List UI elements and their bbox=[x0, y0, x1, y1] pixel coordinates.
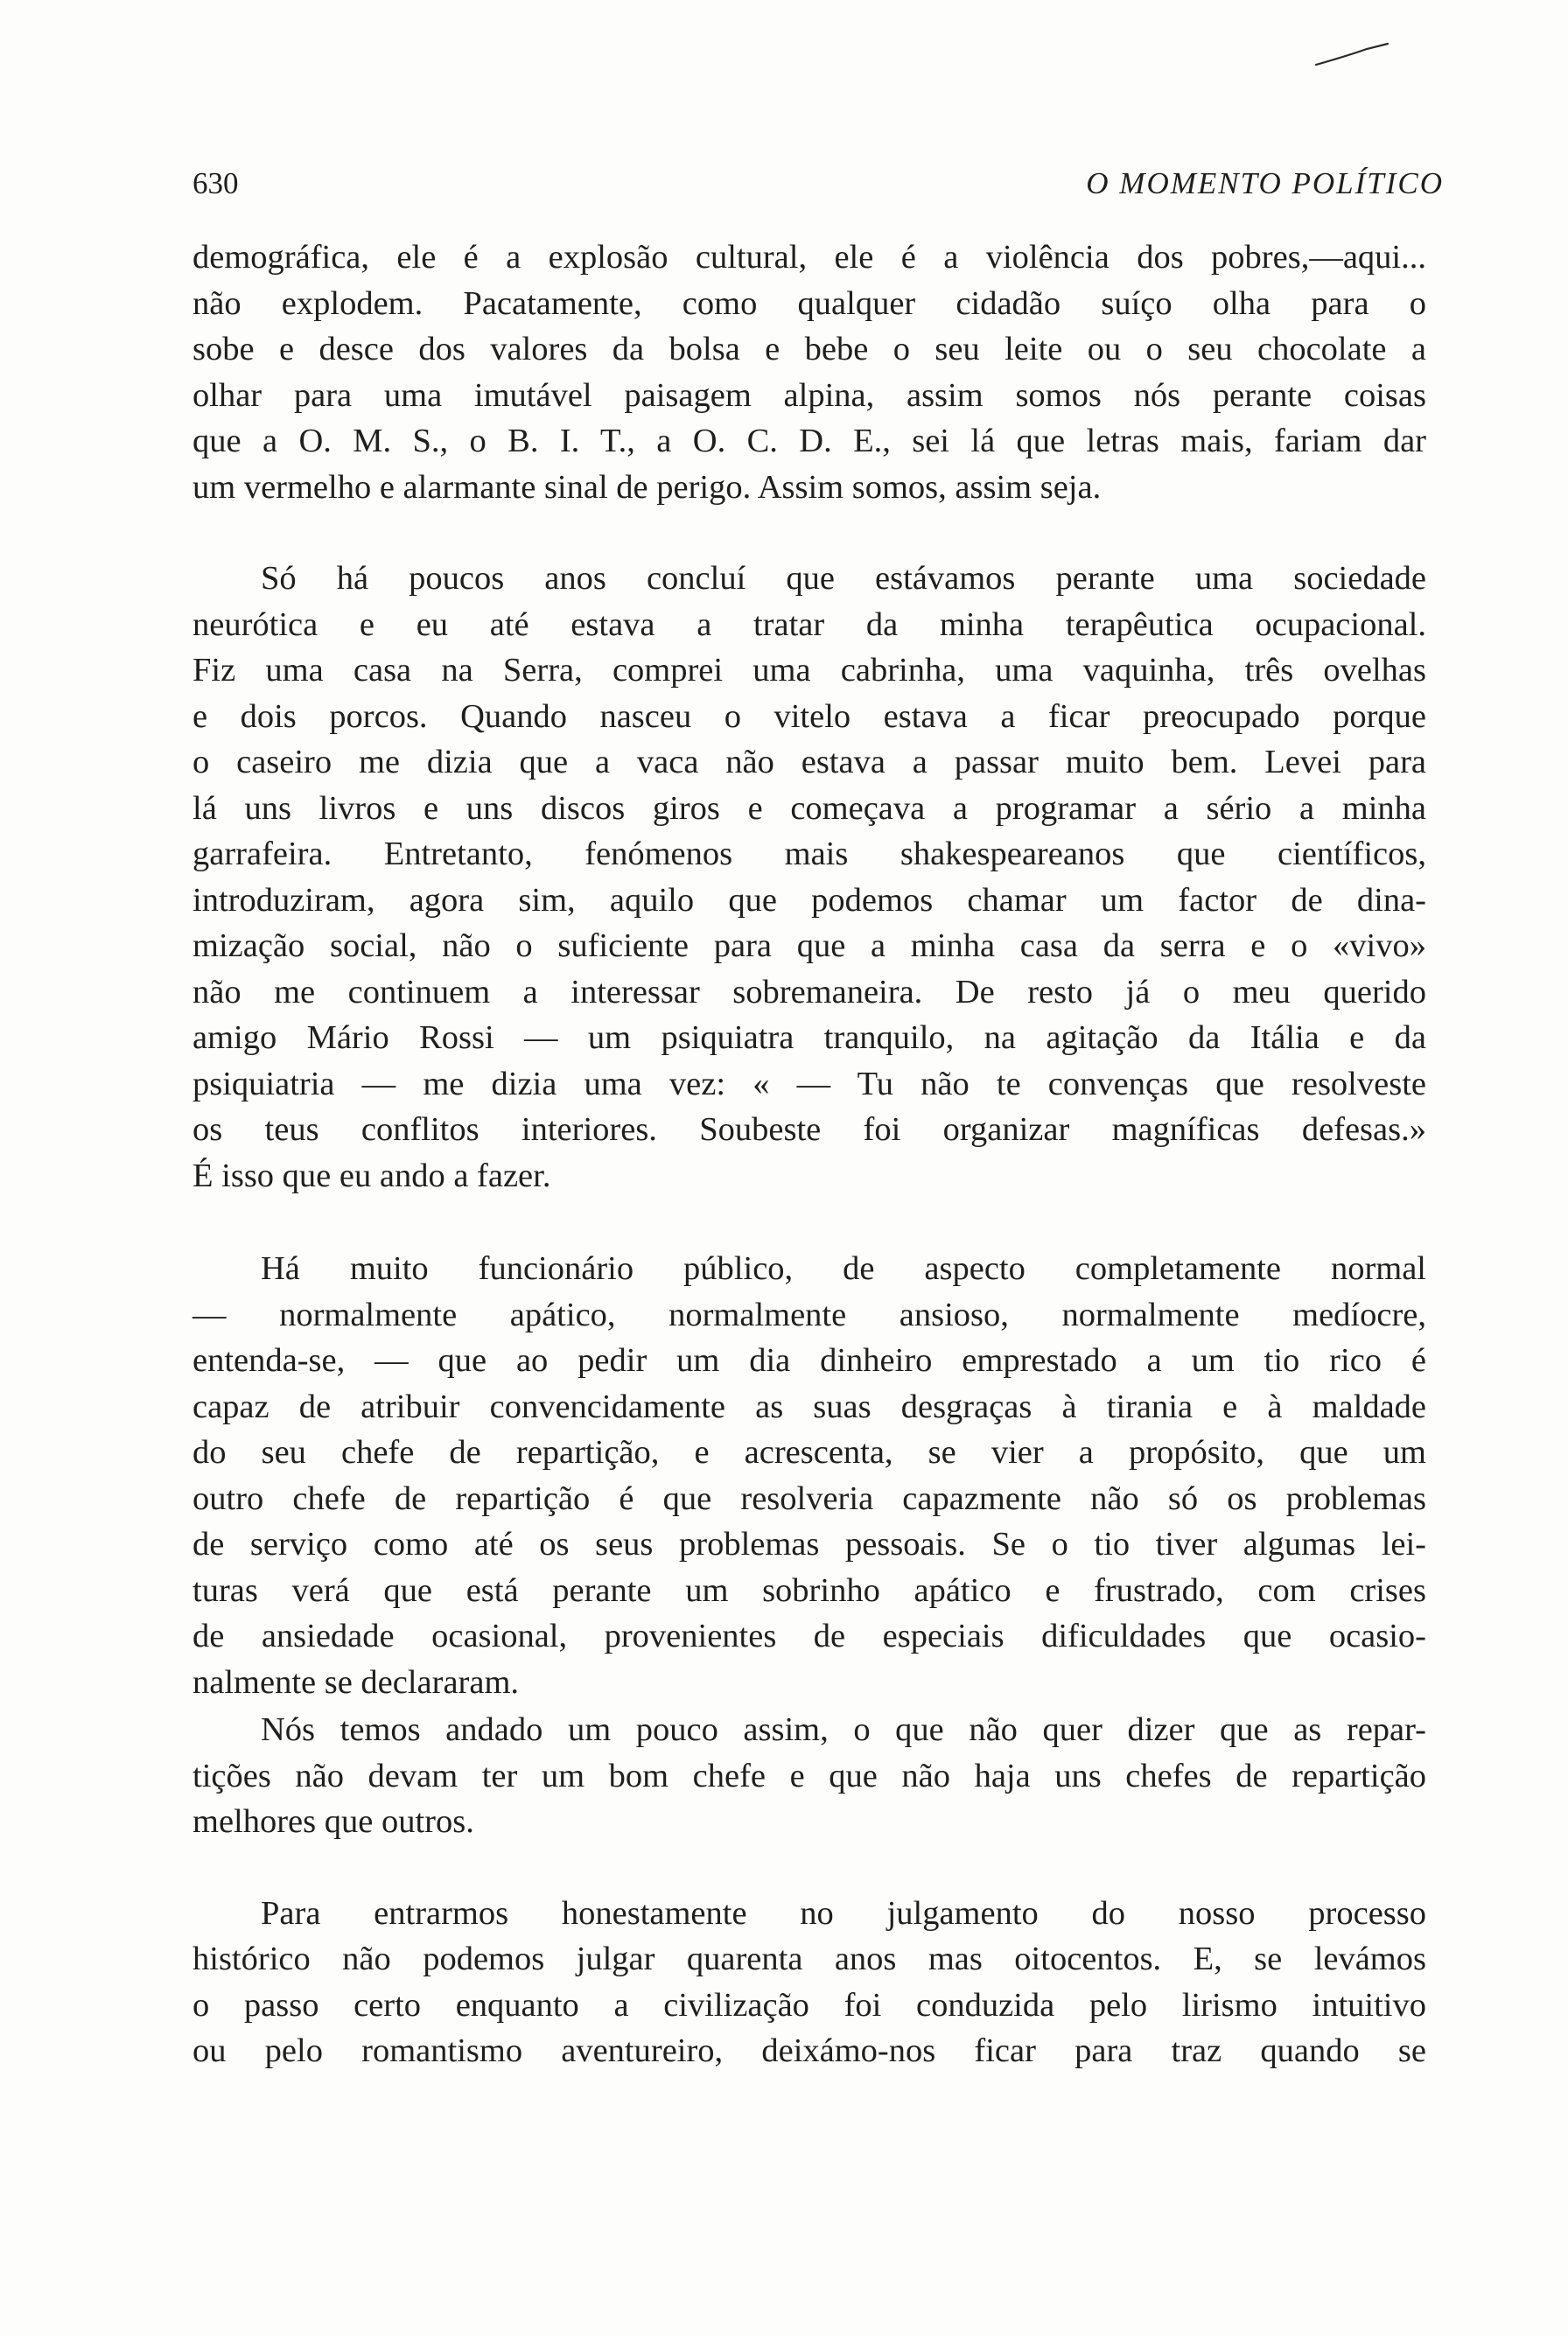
text-line: olhar para uma imutável paisagem alpina, assim somos nós perante coisas bbox=[192, 376, 1426, 414]
text-line: psiquiatria — me dizia uma vez: « — Tu não te convenças que resolveste bbox=[192, 1065, 1426, 1102]
pen-mark bbox=[1312, 42, 1391, 68]
text-line: que a O. M. S., o B. I. T., a O. C. D. E., sei lá que letras mais, fariam dar bbox=[192, 423, 1426, 459]
text-line: um vermelho e alarmante sinal de perigo. Assim somos, assim seja. bbox=[192, 468, 1102, 506]
text-line: o passo certo enquanto a civilização foi conduzida pelo lirismo intuitivo bbox=[192, 1986, 1426, 2024]
text-line: não explodem. Pacatamente, como qualquer cidadão suíço olha para o bbox=[192, 284, 1426, 322]
text-line: turas verá que está perante um sobrinho apático e frustrado, com crises bbox=[192, 1571, 1426, 1609]
text-line: amigo Mário Rossi — um psiquiatra tranquilo, na agitação da Itália e da bbox=[192, 1019, 1426, 1056]
paragraph-3 bbox=[192, 1246, 1426, 1705]
text-line: do seu chefe de repartição, e acrescenta, se vier a propósito, que um bbox=[192, 1434, 1426, 1471]
paragraph-4 bbox=[192, 1707, 1426, 1845]
text-line: não me continuem a interessar sobremaneira. De resto já o meu querido bbox=[192, 973, 1426, 1011]
text-line: neurótica e eu até estava a tratar da minha terapêutica ocupacional. bbox=[192, 605, 1426, 643]
text-line: de serviço como até os seus problemas pessoais. Se o tio tiver algumas lei- bbox=[192, 1526, 1426, 1563]
text-line: capaz de atribuir convencidamente as suas desgraças à tirania e à maldade bbox=[192, 1388, 1426, 1425]
text-line: tições não devam ter um bom chefe e que não haja uns chefes de repartição bbox=[192, 1757, 1426, 1794]
running-head bbox=[192, 157, 1444, 210]
text-line: garrafeira. Entretanto, fenómenos mais shakespeareanos que científicos, bbox=[192, 836, 1426, 872]
text-line: os teus conflitos interiores. Soubeste foi organizar magníficas defesas.» bbox=[192, 1111, 1426, 1148]
text-line: melhores que outros. bbox=[192, 1803, 474, 1840]
page-number: 630 bbox=[192, 166, 239, 200]
text-line: Há muito funcionário público, de aspecto completamente normal bbox=[261, 1250, 1426, 1287]
text-line: ou pelo romantismo aventureiro, deixámo-nos ficar para traz quando se bbox=[192, 2032, 1426, 2069]
text-line: histórico não podemos julgar quarenta anos mas oitocentos. E, se levámos bbox=[192, 1941, 1426, 1977]
body-text bbox=[192, 234, 1426, 2074]
text-line: Nós temos andado um pouco assim, o que não quer dizer que as repar- bbox=[261, 1711, 1426, 1748]
text-line: — normalmente apático, normalmente ansioso, normalmente medíocre, bbox=[192, 1296, 1426, 1333]
text-line: lá uns livros e uns discos giros e começava a programar a sério a minha bbox=[192, 789, 1426, 827]
text-line: É isso que eu ando a fazer. bbox=[192, 1157, 551, 1194]
text-line: mização social, não o suficiente para que a minha casa da serra e o «vivo» bbox=[192, 927, 1426, 964]
text-line: Para entrarmos honestamente no julgamento do nosso processo bbox=[261, 1894, 1426, 1932]
paragraph-5 bbox=[192, 1891, 1426, 2074]
text-line: outro chefe de repartição é que resolveria capazmente não só os problemas bbox=[192, 1479, 1426, 1517]
text-line: de ansiedade ocasional, provenientes de especiais dificuldades que ocasio- bbox=[192, 1618, 1426, 1654]
text-line: demográfica, ele é a explosão cultural, ele é a violência dos pobres,—aqui... bbox=[192, 239, 1426, 276]
paragraph-2 bbox=[192, 556, 1426, 1199]
text-line: Só há poucos anos concluí que estávamos perante uma sociedade bbox=[261, 560, 1426, 597]
paragraph-1 bbox=[192, 234, 1426, 510]
text-line: Fiz uma casa na Serra, comprei uma cabrinha, uma vaquinha, três ovelhas bbox=[192, 652, 1426, 689]
text-line: introduziram, agora sim, aquilo que podemos chamar um factor de dina- bbox=[192, 881, 1426, 919]
text-line: e dois porcos. Quando nasceu o vitelo estava a ficar preocupado porque bbox=[192, 697, 1426, 735]
text-line: sobe e desce dos valores da bolsa e bebe o seu leite ou o seu chocolate a bbox=[192, 331, 1426, 367]
text-line: o caseiro me dizia que a vaca não estava a passar muito bem. Levei para bbox=[192, 744, 1426, 780]
text-line: entenda-se, — que ao pedir um dia dinheiro emprestado a um tio rico é bbox=[192, 1342, 1426, 1379]
text-line: nalmente se declararam. bbox=[192, 1663, 520, 1701]
running-title: O MOMENTO POLÍTICO bbox=[1086, 166, 1444, 200]
